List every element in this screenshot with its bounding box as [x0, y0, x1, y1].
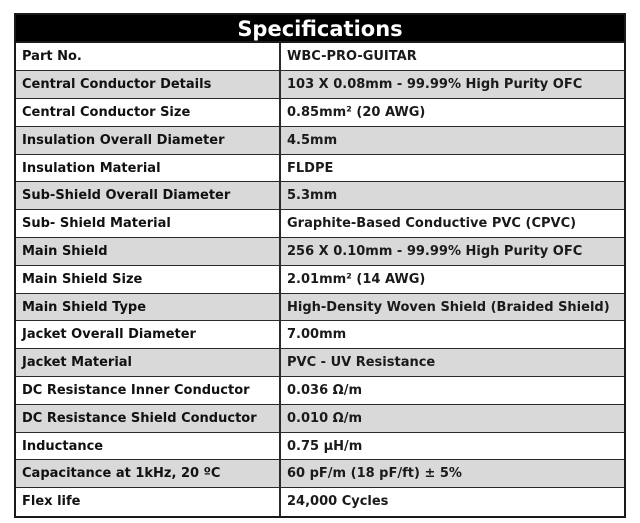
specifications-table: [14, 13, 626, 518]
spec-value: High-Density Woven Shield (Braided Shield): [280, 293, 624, 321]
table-row: [16, 377, 624, 405]
spec-label: Main Shield: [16, 238, 280, 266]
table-row: [16, 99, 624, 127]
spec-value: 0.85mm² (20 AWG): [280, 99, 624, 127]
spec-value: 0.75 µH/m: [280, 432, 624, 460]
spec-value: 7.00mm: [280, 321, 624, 349]
spec-label: Central Conductor Size: [16, 99, 280, 127]
spec-label: Jacket Overall Diameter: [16, 321, 280, 349]
spec-label: Inductance: [16, 432, 280, 460]
spec-label: DC Resistance Shield Conductor: [16, 404, 280, 432]
table-row: [16, 238, 624, 266]
spec-label: DC Resistance Inner Conductor: [16, 377, 280, 405]
table-row: [16, 182, 624, 210]
table-row: [16, 71, 624, 99]
table-row: [16, 321, 624, 349]
spec-value: 2.01mm² (14 AWG): [280, 265, 624, 293]
spec-label: Insulation Material: [16, 154, 280, 182]
table-row: [16, 265, 624, 293]
spec-label: Central Conductor Details: [16, 71, 280, 99]
spec-label: Main Shield Type: [16, 293, 280, 321]
spec-value: FLDPE: [280, 154, 624, 182]
spec-value: 0.010 Ω/m: [280, 404, 624, 432]
spec-value: 60 pF/m (18 pF/ft) ± 5%: [280, 460, 624, 488]
table-title: Specifications: [16, 15, 624, 43]
table-row: [16, 43, 624, 71]
table-row: [16, 210, 624, 238]
table-row: [16, 460, 624, 488]
table-row: [16, 349, 624, 377]
spec-label: Jacket Material: [16, 349, 280, 377]
spec-label: Sub- Shield Material: [16, 210, 280, 238]
table-row: [16, 488, 624, 516]
spec-value: 103 X 0.08mm - 99.99% High Purity OFC: [280, 71, 624, 99]
spec-label: Part No.: [16, 43, 280, 71]
spec-label: Flex life: [16, 488, 280, 516]
spec-label: Insulation Overall Diameter: [16, 126, 280, 154]
spec-value: 256 X 0.10mm - 99.99% High Purity OFC: [280, 238, 624, 266]
table-row: [16, 293, 624, 321]
spec-value: 4.5mm: [280, 126, 624, 154]
spec-table-body: [16, 43, 624, 516]
table-row: [16, 154, 624, 182]
spec-value: Graphite-Based Conductive PVC (CPVC): [280, 210, 624, 238]
spec-value: 24,000 Cycles: [280, 488, 624, 516]
spec-label: Capacitance at 1kHz, 20 ºC: [16, 460, 280, 488]
spec-label: Sub-Shield Overall Diameter: [16, 182, 280, 210]
table-row: [16, 126, 624, 154]
table-row: [16, 404, 624, 432]
spec-label: Main Shield Size: [16, 265, 280, 293]
spec-value: 0.036 Ω/m: [280, 377, 624, 405]
table-row: [16, 432, 624, 460]
spec-value: 5.3mm: [280, 182, 624, 210]
spec-value: WBC-PRO-GUITAR: [287, 49, 417, 65]
spec-value: PVC - UV Resistance: [280, 349, 624, 377]
